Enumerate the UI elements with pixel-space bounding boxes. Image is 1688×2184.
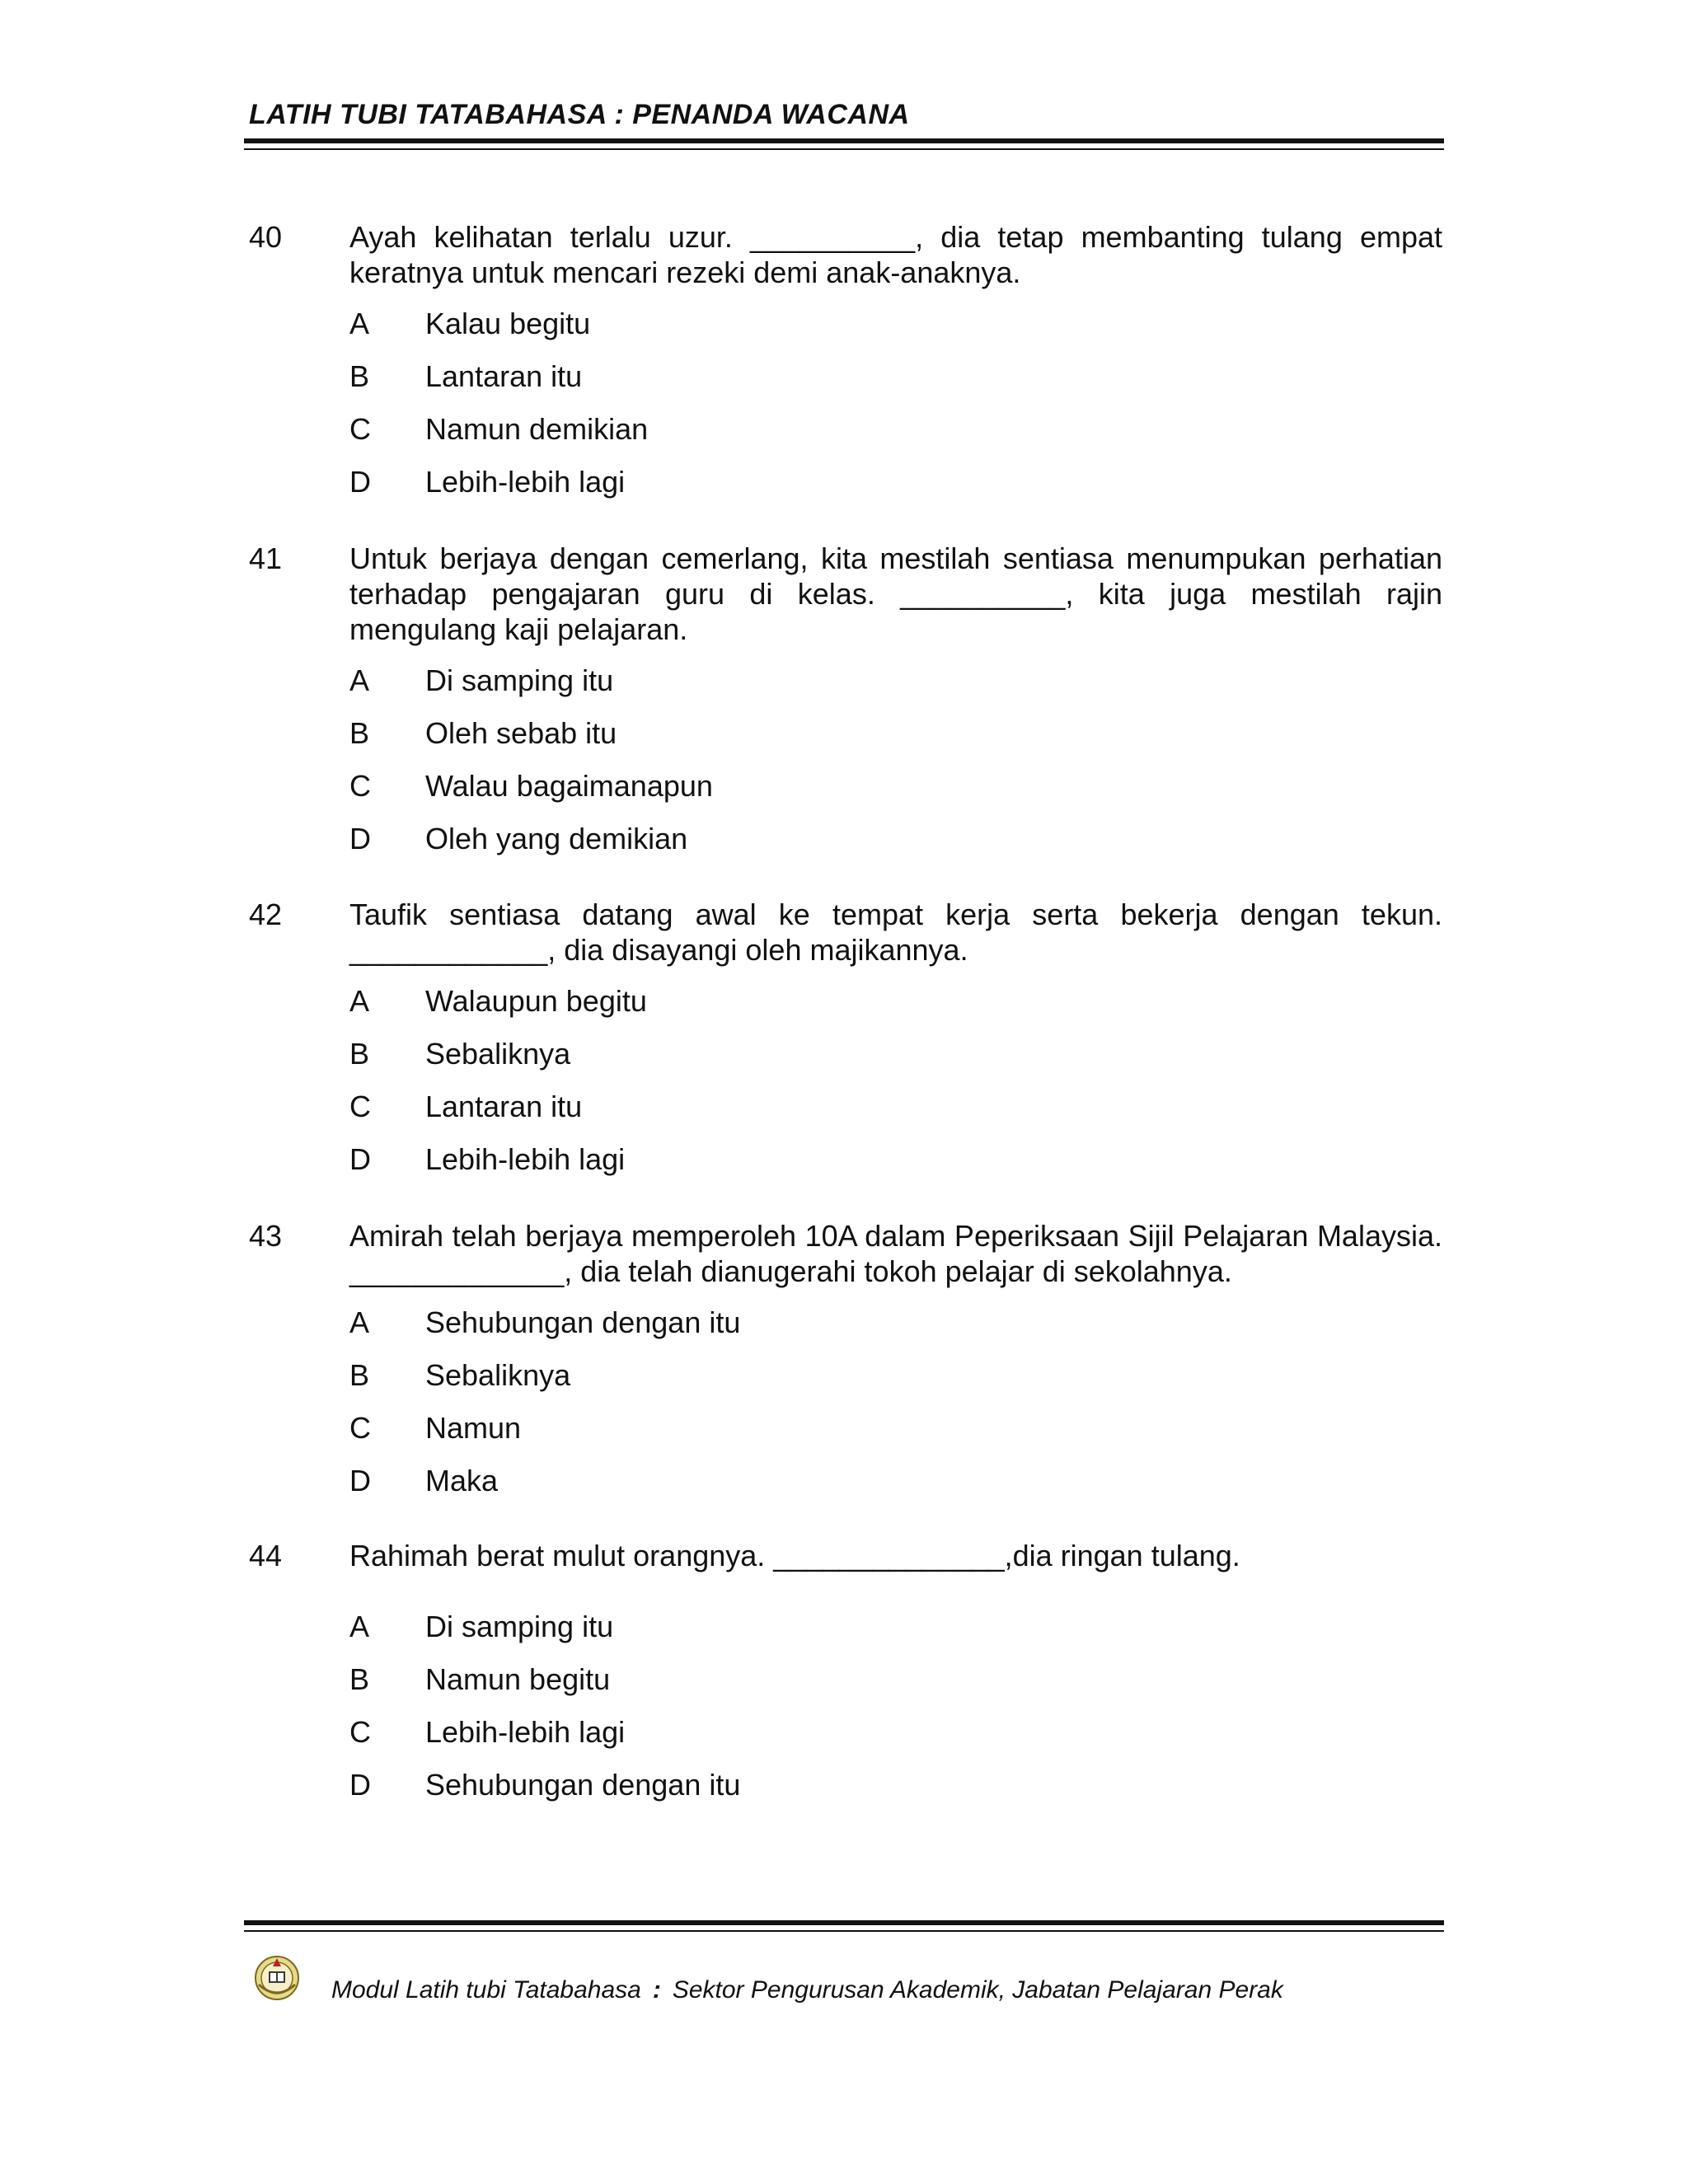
option-a[interactable]	[349, 306, 590, 341]
option-text: Lebih-lebih lagi	[425, 1142, 626, 1176]
question-number: 43	[249, 1219, 283, 1253]
option-text: Walaupun begitu	[425, 984, 647, 1018]
option-a[interactable]	[349, 1305, 740, 1340]
option-letter: C	[349, 1715, 371, 1749]
option-text: Lebih-lebih lagi	[425, 465, 626, 499]
option-letter: B	[349, 1662, 370, 1696]
option-b[interactable]	[349, 1357, 570, 1393]
option-c[interactable]	[349, 1089, 582, 1124]
option-text: Sebaliknya	[425, 1037, 571, 1071]
option-letter: A	[349, 1305, 370, 1339]
option-text: Namun begitu	[425, 1662, 611, 1696]
option-text: Sehubungan dengan itu	[425, 1768, 741, 1802]
footer-separator: :	[652, 1976, 661, 2004]
option-b[interactable]	[349, 715, 617, 751]
option-text: Lantaran itu	[425, 359, 583, 393]
option-letter: C	[349, 1411, 371, 1445]
option-d[interactable]	[349, 1463, 498, 1498]
option-letter: D	[349, 1768, 371, 1802]
option-text: Namun demikian	[425, 412, 649, 446]
option-text: Namun	[425, 1411, 522, 1445]
option-text: Di samping itu	[425, 663, 614, 697]
option-text: Lebih-lebih lagi	[425, 1715, 626, 1749]
option-text: Kalau begitu	[425, 307, 591, 340]
question-number: 44	[249, 1539, 283, 1572]
option-text: Di samping itu	[425, 1610, 614, 1643]
option-letter: B	[349, 1358, 370, 1392]
option-b[interactable]	[349, 359, 582, 394]
option-text: Oleh yang demikian	[425, 822, 688, 855]
option-text: Maka	[425, 1464, 499, 1497]
option-a[interactable]	[349, 983, 647, 1019]
option-c[interactable]	[349, 1714, 625, 1750]
option-text: Walau bagaimanapun	[425, 769, 713, 803]
option-b[interactable]	[349, 1661, 610, 1697]
question-text: Amirah telah berjaya memperoleh 10A dalam Peperiksaan Sijil Pelajaran Malaysia. _____________, dia telah dianugerahi tokoh pelajar di sekolahnya.	[349, 1219, 1442, 1288]
footer-module-name: Modul Latih tubi Tatabahasa	[331, 1976, 641, 2004]
option-letter: D	[349, 822, 371, 855]
option-letter: A	[349, 663, 370, 697]
header-rule-thick	[244, 138, 1444, 143]
option-letter: C	[349, 412, 371, 446]
question-number: 40	[249, 220, 283, 254]
option-b[interactable]	[349, 1036, 570, 1071]
question-number: 42	[249, 898, 283, 931]
footer-department: Sektor Pengurusan Akademik, Jabatan Pelajaran Perak	[672, 1976, 1283, 2004]
option-text: Sehubungan dengan itu	[425, 1305, 741, 1339]
option-c[interactable]	[349, 768, 713, 804]
option-a[interactable]	[349, 1609, 613, 1644]
option-letter: A	[349, 984, 370, 1018]
option-d[interactable]	[349, 821, 687, 856]
footer-rule-thick	[244, 1920, 1444, 1925]
option-a[interactable]	[349, 663, 613, 698]
option-d[interactable]	[349, 464, 625, 499]
header-rule-thin	[244, 148, 1444, 150]
option-letter: B	[349, 359, 370, 393]
perak-education-crest-icon	[252, 1950, 302, 2003]
option-letter: B	[349, 716, 370, 750]
option-letter: B	[349, 1037, 370, 1071]
option-letter: D	[349, 465, 371, 499]
option-text: Sebaliknya	[425, 1358, 571, 1392]
option-letter: C	[349, 1090, 371, 1123]
option-c[interactable]	[349, 411, 648, 447]
question-text: Ayah kelihatan terlalu uzur. __________, dia tetap membanting tulang empat keratnya untuk mencari rezeki demi anak-anaknya.	[349, 220, 1442, 289]
option-letter: D	[349, 1464, 371, 1497]
footer-text	[331, 1976, 1283, 2004]
option-d[interactable]	[349, 1141, 625, 1177]
page-header-title: LATIH TUBI TATABAHASA : PENANDA WACANA	[249, 99, 910, 130]
option-text: Lantaran itu	[425, 1090, 583, 1123]
option-text: Oleh sebab itu	[425, 716, 617, 750]
footer-rule-thin	[244, 1930, 1444, 1932]
option-d[interactable]	[349, 1767, 740, 1802]
question-number: 41	[249, 541, 283, 575]
option-letter: C	[349, 769, 371, 803]
option-letter: A	[349, 307, 370, 340]
question-text: Rahimah berat mulut orangnya. ______________,dia ringan tulang.	[349, 1539, 1240, 1572]
question-text: Taufik sentiasa datang awal ke tempat kerja serta bekerja dengan tekun. ____________, dia disayangi oleh majikannya.	[349, 898, 1442, 967]
option-letter: D	[349, 1142, 371, 1176]
question-text: Untuk berjaya dengan cemerlang, kita mestilah sentiasa menumpukan perhatian terhadap pengajaran guru di kelas. __________, kita juga mestilah rajin mengulang kaji pelajaran.	[349, 541, 1442, 646]
option-letter: A	[349, 1610, 370, 1643]
option-c[interactable]	[349, 1410, 521, 1446]
